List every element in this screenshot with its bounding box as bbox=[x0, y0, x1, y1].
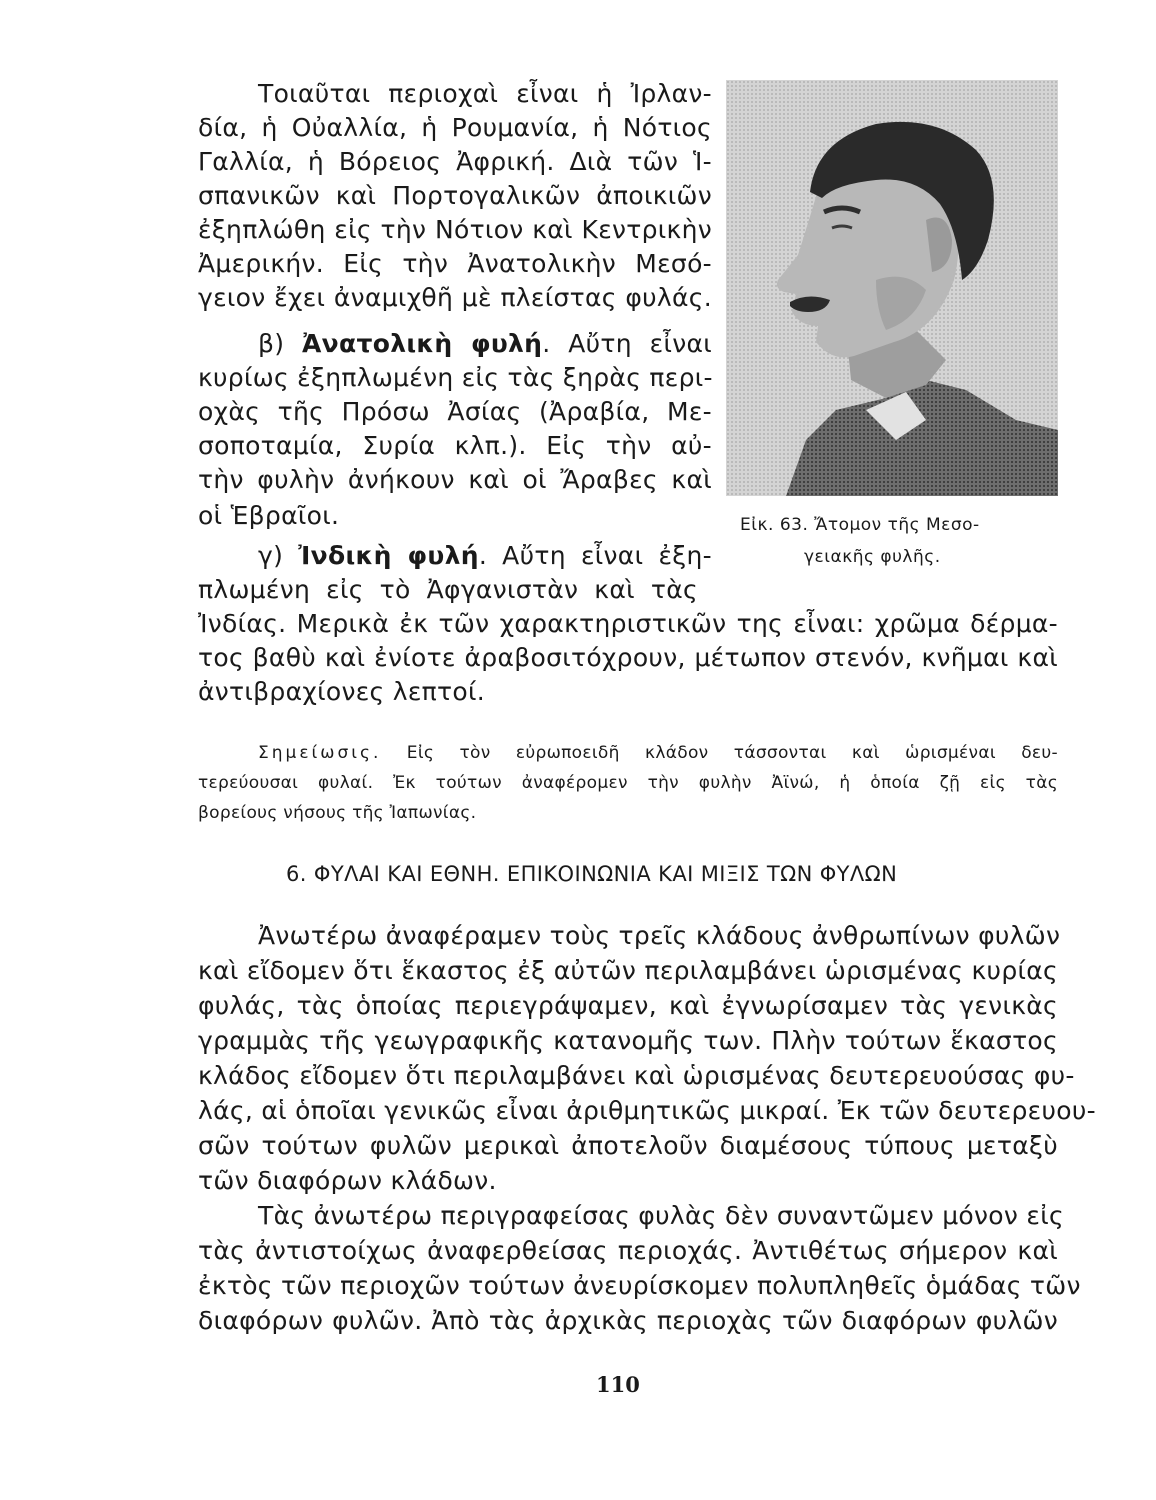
para3-line: διαφόρων φυλῶν. Ἀπὸ τὰς ἀρχικὰς περιοχὰς τῶν διαφόρων φυλῶν bbox=[198, 1306, 1058, 1335]
para3-line: τὰς ἀντιστοίχως ἀναφερθείσας περιοχάς. Ἀντιθέτως σήμερον καὶ bbox=[198, 1236, 1058, 1265]
gamma-full-line: ἀντιβραχίονες λεπτοί. bbox=[198, 677, 485, 706]
portrait-figure bbox=[726, 80, 1058, 496]
page-number: 110 bbox=[596, 1372, 640, 1397]
beta-line: τὴν φυλὴν ἀνήκουν καὶ οἱ Ἄραβες καὶ bbox=[198, 465, 712, 494]
gamma-title: Ἰνδικὴ φυλή bbox=[298, 541, 479, 570]
para2-line: σῶν τούτων φυλῶν μερικαὶ ἀποτελοῦν διαμέσους τύπους μεταξὺ bbox=[198, 1131, 1058, 1160]
para2-line: γραμμὰς τῆς γεωγραφικῆς κατανομῆς των. Πλὴν τούτων ἕκαστος bbox=[198, 1026, 1058, 1055]
beta-prefix: β) bbox=[258, 329, 303, 358]
para2-line: Ἀνωτέρω ἀναφέραμεν τοὺς τρεῖς κλάδους ἀνθρωπίνων φυλῶν bbox=[258, 921, 1061, 950]
beta-rest: . Αὔτη εἶναι bbox=[542, 329, 713, 358]
para2-line: φυλάς, τὰς ὁποίας περιεγράψαμεν, καὶ ἐγνωρίσαμεν τὰς γενικὰς bbox=[198, 991, 1058, 1020]
para1-line: γειον ἔχει ἀναμιχθῆ μὲ πλείστας φυλάς. bbox=[198, 283, 712, 312]
portrait-image bbox=[726, 80, 1058, 496]
note-label: Σημείωσις. bbox=[258, 743, 382, 763]
beta-line: οχὰς τῆς Πρόσω Ἀσίας (Ἀραβία, Με- bbox=[198, 397, 712, 426]
para2-line: καὶ εἴδομεν ὅτι ἕκαστος ἐξ αὐτῶν περιλαμβάνει ὡρισμένας κυρίας bbox=[198, 956, 1058, 985]
gamma-full-line: Ἰνδίας. Μερικὰ ἐκ τῶν χαρακτηριστικῶν της εἶναι: χρῶμα δέρμα- bbox=[198, 609, 1058, 638]
beta-line: κυρίως ἐξηπλωμένη εἰς τὰς ξηρὰς περι- bbox=[198, 363, 713, 392]
note-text: Εἰς τὸν εὐρωποειδῆ κλάδον τάσσονται καὶ ὡρισμέναι δευ- bbox=[381, 743, 1058, 763]
note-line2: τερεύουσαι φυλαί. Ἐκ τούτων ἀναφέρομεν τὴν φυλὴν Ἀϊνώ, ἡ ὁποία ζῇ εἰς τὰς bbox=[198, 773, 1058, 793]
gamma-line: πλωμένη εἰς τὸ Ἀφγανιστὰν καὶ τὰς bbox=[198, 575, 698, 604]
para1-line: Γαλλία, ἡ Βόρειος Ἀφρική. Διὰ τῶν Ἱ- bbox=[198, 147, 712, 176]
section-title: 6. ΦΥΛΑΙ ΚΑΙ ΕΘΝΗ. ΕΠΙΚΟΙΝΩΝΙΑ ΚΑΙ ΜΙΞΙΣ ΤΩΝ ΦΥΛΩΝ bbox=[286, 862, 898, 886]
figure-caption-line1: Εἰκ. 63. Ἄτομον τῆς Μεσο- bbox=[740, 515, 980, 535]
beta-line: σοποταμία, Συρία κλπ.). Εἰς τὴν αὐ- bbox=[198, 431, 712, 460]
para1-line: Τοιαῦται περιοχαὶ εἶναι ἡ Ἰρλαν- bbox=[258, 79, 712, 108]
para3-line: Τὰς ἀνωτέρω περιγραφείσας φυλὰς δὲν συναντῶμεν μόνον εἰς bbox=[258, 1201, 1064, 1230]
note-line1 bbox=[258, 742, 1058, 764]
para3-line: ἐκτὸς τῶν περιοχῶν τούτων ἀνευρίσκομεν πολυπληθεῖς ὁμάδας τῶν bbox=[198, 1271, 1081, 1300]
gamma-prefix: γ) bbox=[258, 541, 299, 570]
para1-line: σπανικῶν καὶ Πορτογαλικῶν ἀποικιῶν bbox=[198, 181, 712, 210]
beta-line: οἱ Ἑβραῖοι. bbox=[198, 501, 340, 530]
gamma-heading-line bbox=[258, 540, 712, 572]
para2-line: κλάδος εἴδομεν ὅτι περιλαμβάνει καὶ ὡρισμένας δευτερευούσας φυ- bbox=[198, 1061, 1075, 1090]
note-line3: βορείους νήσους τῆς Ἰαπωνίας. bbox=[198, 803, 477, 823]
para1-line: Ἀμερικήν. Εἰς τὴν Ἀνατολικὴν Μεσό- bbox=[198, 249, 712, 278]
gamma-rest: . Αὔτη εἶναι ἐξη- bbox=[478, 541, 712, 570]
para1-line: ἐξηπλώθη εἰς τὴν Νότιον καὶ Κεντρικὴν bbox=[198, 215, 712, 244]
beta-heading-line bbox=[258, 328, 712, 360]
gamma-full-line: τος βαθὺ καὶ ἐνίοτε ἀραβοσιτόχρουν, μέτωπον στενόν, κνῆμαι καὶ bbox=[198, 643, 1058, 672]
figure-caption-line2: γειακῆς φυλῆς. bbox=[804, 547, 941, 567]
para2-line: τῶν διαφόρων κλάδων. bbox=[198, 1166, 497, 1195]
para1-line: δία, ἡ Οὐαλλία, ἡ Ρουμανία, ἡ Νότιος bbox=[198, 113, 712, 142]
beta-title: Ἀνατολικὴ φυλή bbox=[302, 329, 543, 358]
para2-line: λάς, αἱ ὁποῖαι γενικῶς εἶναι ἀριθμητικῶς μικραί. Ἐκ τῶν δευτερευου- bbox=[198, 1096, 1096, 1125]
